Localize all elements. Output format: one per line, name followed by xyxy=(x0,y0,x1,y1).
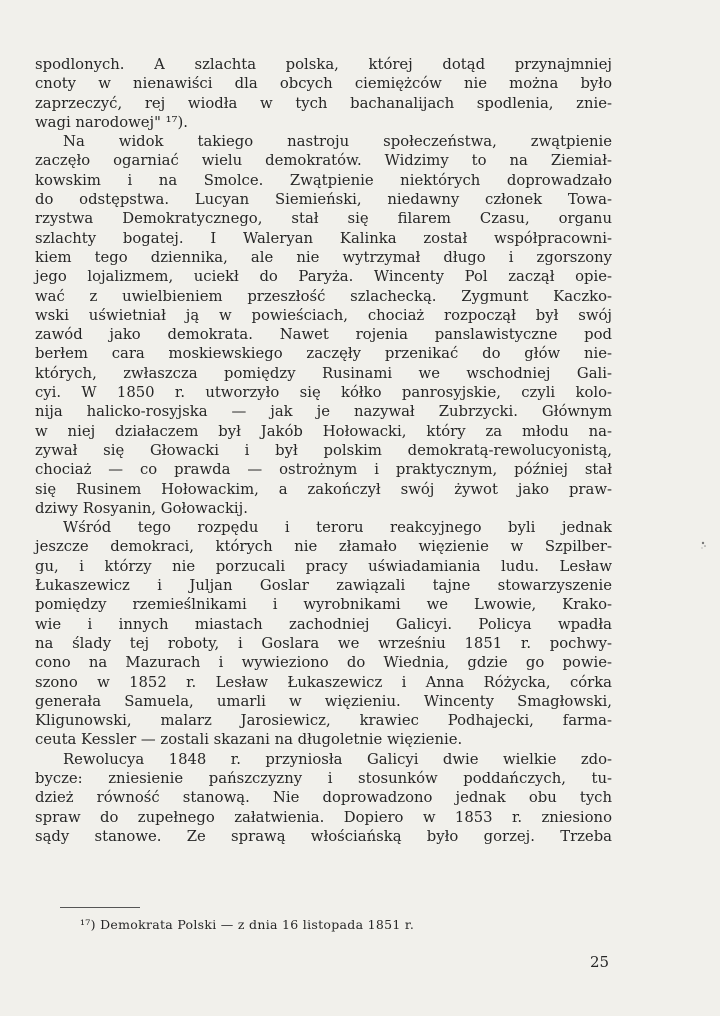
text-line: wie i innych miastach zachodniej Galicyi. Policya wpadła xyxy=(35,615,612,633)
text-line: kowskim i na Smolce. Zwątpienie niektórych doprowadzało xyxy=(35,171,612,189)
text-line: Rewolucya 1848 r. przyniosła Galicyi dwie wielkie zdo- xyxy=(63,750,612,768)
text-line: szlachty bogatej. I Waleryan Kalinka został współpracowni- xyxy=(35,229,612,247)
body-text xyxy=(35,55,612,846)
footnote-divider xyxy=(60,907,140,908)
text-line: których, zwłaszcza pomiędzy Rusinami we wschodniej Gali- xyxy=(35,364,612,382)
text-line: zaczęło ogarniać wielu demokratów. Widzimy to na Ziemiał- xyxy=(35,152,612,170)
text-line: Kligunowski, malarz Jarosiewicz, krawiec Podhajecki, farma- xyxy=(35,712,612,730)
text-line: cnoty w nienawiści dla obcych ciemiężców nie można było xyxy=(35,75,612,93)
text-line: spraw do zupełnego załatwienia. Dopiero w 1853 r. zniesiono xyxy=(35,808,612,826)
text-line: generała Samuela, umarli w więzieniu. Wincenty Smagłowski, xyxy=(35,692,612,710)
text-line: Wśród tego rozpędu i teroru reakcyjnego byli jednak xyxy=(63,519,612,537)
text-line: spodlonych. A szlachta polska, której dotąd przynajmniej xyxy=(35,56,612,73)
text-line: dzież równość stanową. Nie doprowadzono jednak obu tych xyxy=(35,789,612,807)
text-line: jeszcze demokraci, których nie złamało więzienie w Szpilber- xyxy=(35,538,612,556)
text-line: cyi. W 1850 r. utworzyło się kółko panrosyjskie, czyli kolo- xyxy=(35,384,612,402)
text-line: Łukaszewicz i Juljan Goslar zawiązali tajne stowarzyszenie xyxy=(35,577,612,595)
text-line: do odstępstwa. Lucyan Siemieński, niedawny członek Towa- xyxy=(35,191,612,209)
text-line: berłem cara moskiewskiego zaczęły przenikać do głów nie- xyxy=(35,345,612,363)
text-line: szono w 1852 r. Lesław Łukaszewicz i Anna Różycka, córka xyxy=(35,673,612,691)
text-line: sądy stanowe. Ze sprawą włościańską było gorzej. Trzeba xyxy=(35,827,612,845)
text-line: nija halicko-rosyjska — jak je nazywał Zubrzycki. Głównym xyxy=(35,403,612,421)
text-line: pomiędzy rzemieślnikami i wyrobnikami we Lwowie, Krako- xyxy=(35,596,612,614)
text-line: zywał się Głowacki i był polskim demokratą-rewolucyonistą, xyxy=(35,441,612,459)
text-line: rzystwa Demokratycznego, stał się filarem Czasu, organu xyxy=(35,210,612,228)
text-line: się Rusinem Hołowackim, a zakończył swój żywot jako praw- xyxy=(35,480,612,498)
text-line: dziwy Rosyanin, Gołowackij. xyxy=(35,499,248,517)
text-line: chociaż — co prawda — ostrożnym i praktycznym, później stał xyxy=(35,461,612,479)
text-line: w niej działaczem był Jakób Hołowacki, który za młodu na- xyxy=(35,422,612,440)
text-line: wać z uwielbieniem przeszłość szlachecką. Zygmunt Kaczko- xyxy=(35,287,612,305)
text-line: jego lojalizmem, uciekł do Paryża. Wincenty Pol zaczął opie- xyxy=(35,268,612,286)
text-line: wski uświetniał ją w powieściach, chociaż rozpoczął był swój xyxy=(35,306,612,324)
text-line: bycze: zniesienie pańszczyzny i stosunków poddańczych, tu- xyxy=(35,769,612,787)
text-line: na ślady tej roboty, i Goslara we wrześniu 1851 r. pochwy- xyxy=(35,634,612,652)
page-number: 25 xyxy=(590,953,610,971)
text-line: ceuta Kessler — zostali skazani na długoletnie więzienie. xyxy=(35,731,463,749)
footnote: ¹⁷) Demokrata Polski — z dnia 16 listopada 1851 r. xyxy=(80,917,415,932)
text-line: zawód jako demokrata. Nawet rojenia panslawistyczne pod xyxy=(35,326,612,344)
text-line: gu, i którzy nie porzucali pracy uświadamiania ludu. Lesław xyxy=(35,557,612,575)
text-line: zaprzeczyć, rej wiodła w tych bachanalijach spodlenia, znie- xyxy=(35,94,612,112)
text-line: kiem tego dziennika, ale nie wytrzymał długo i zgorszony xyxy=(35,248,612,266)
text-line: wagi narodowej" ¹⁷). xyxy=(35,113,188,131)
text-line: Na widok takiego nastroju społeczeństwa, zwątpienie xyxy=(63,133,612,151)
text-line: cono na Mazurach i wywieziono do Wiednia, gdzie go powie- xyxy=(35,654,612,672)
ink-speck-decoration xyxy=(700,540,708,550)
